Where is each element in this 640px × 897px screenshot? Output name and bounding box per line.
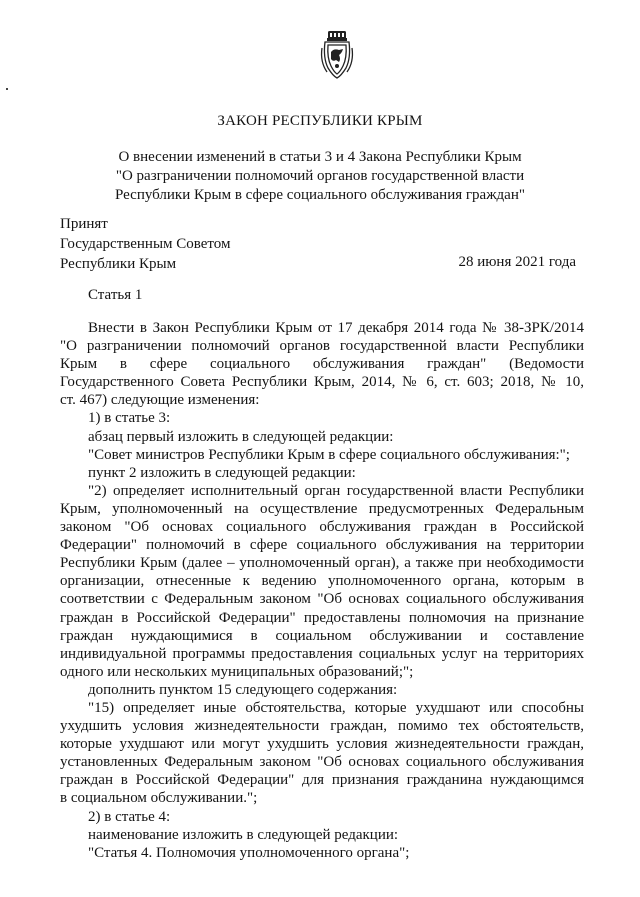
body-text-line: "15) определяет иные обстоятельства, которые ухудшают или способны <box>88 699 584 716</box>
body-text-line: 1) в статье 3: <box>88 410 171 427</box>
article-body <box>60 319 584 862</box>
adoption-block <box>60 214 231 274</box>
scan-speck <box>6 88 8 90</box>
body-text-line: ст. 467) следующие изменения: <box>60 392 260 409</box>
body-text-line: пункт 2 изложить в следующей редакции: <box>88 464 356 481</box>
body-text-line: Внести в Закон Республики Крым от 17 декабря 2014 года № 38-ЗРК/2014 <box>88 320 584 336</box>
subtitle-line: Республики Крым в сфере социального обслуживания граждан" <box>115 187 525 203</box>
body-text-line: граждан нуждающимися в социальном обслуживании и составление <box>60 627 584 644</box>
subtitle-line: "О разграничении полномочий органов государственной власти <box>115 168 525 184</box>
body-text-line: установленных Федеральным законом "Об основах социального обслуживания <box>60 754 584 771</box>
body-text-line: ухудшить условия жизнедеятельности граждан, помимо тех обстоятельств, <box>60 718 584 735</box>
body-text-line: Федерации" полномочий в сфере социального обслуживания на территории <box>60 537 584 554</box>
body-text-line: соответствии с Федеральным законом "Об основах социального обслуживания <box>60 591 584 608</box>
body-text-line: "Совет министров Республики Крым в сфере социального обслуживания:"; <box>88 446 570 463</box>
body-text-line: абзац первый изложить в следующей редакции: <box>88 428 394 445</box>
subtitle-line: О внесении изменений в статьи 3 и 4 Закона Республики Крым <box>118 149 522 165</box>
body-text-line: "Статья 4. Полномочия уполномоченного органа"; <box>88 844 410 861</box>
body-text-line: 2) в статье 4: <box>88 808 171 825</box>
body-text-line: индивидуальной программы предоставления социальных услуг на территориях <box>60 645 584 662</box>
body-text-line: одного или нескольких муниципальных образований;"; <box>60 663 414 680</box>
body-text-line: Государственного Совета Республики Крым, 2014, № 6, ст. 603; 2018, № 10, <box>60 374 584 391</box>
body-text-line: "О разграничении полномочий органов государственной власти Республики <box>60 338 584 355</box>
article-heading: Статья 1 <box>88 287 143 303</box>
body-text-line: Крым в сфере социального обслуживания граждан" (Ведомости <box>60 356 584 373</box>
body-text-line: Крым, уполномоченный на осуществление предусмотренных Федеральным <box>60 500 584 517</box>
body-text-line: которые ухудшают или могут ухудшить условия жизнедеятельности граждан, <box>60 736 584 753</box>
law-title: ЗАКОН РЕСПУБЛИКИ КРЫМ <box>217 113 423 129</box>
adoption-line: Республики Крым <box>60 256 177 272</box>
body-text-line: граждан в Российской Федерации" предоставлены полномочия на признание <box>60 609 584 626</box>
adoption-line: Принят <box>60 216 108 232</box>
body-text-line: организации, отнесенные к ведению уполномоченного органа, которым в <box>60 573 584 590</box>
law-subtitle <box>60 148 580 205</box>
body-text-line: "2) определяет исполнительный орган государственной власти Республики <box>88 482 584 499</box>
body-text-line: Республики Крым (далее – уполномоченный орган), а также при необходимости <box>60 555 584 572</box>
body-text-line: законом "Об основах социального обслуживания граждан в Российской <box>60 519 584 536</box>
body-text-line: дополнить пунктом 15 следующего содержания: <box>88 681 398 698</box>
body-text-line: граждан в Российской Федерации" для признания гражданина нуждающимся <box>60 772 584 789</box>
crimea-coat-of-arms-icon <box>319 28 355 80</box>
adoption-line: Государственным Советом <box>60 236 231 252</box>
body-text-line: наименование изложить в следующей редакции: <box>88 826 399 843</box>
adoption-date: 28 июня 2021 года <box>458 254 576 270</box>
body-text-line: в социальном обслуживании."; <box>60 790 258 807</box>
